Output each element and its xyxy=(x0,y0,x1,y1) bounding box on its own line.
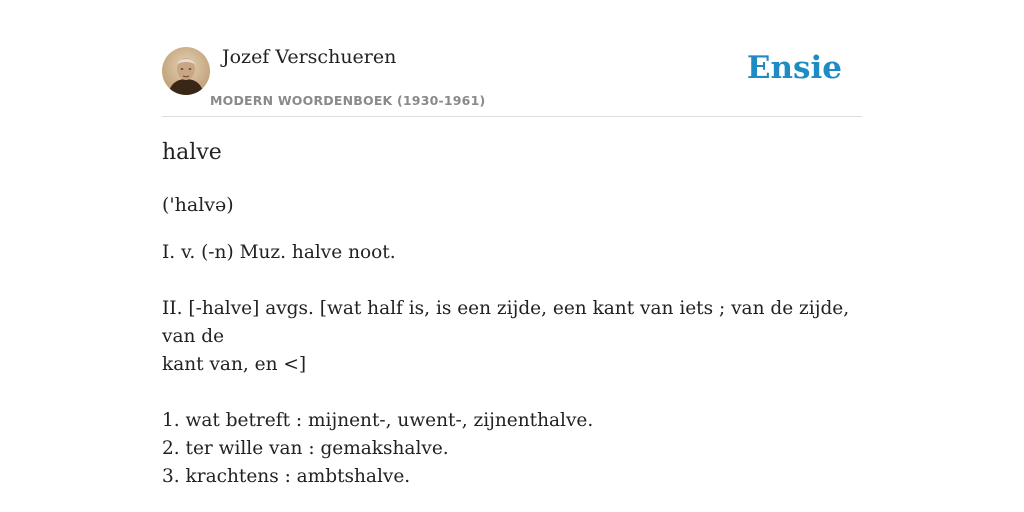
author-avatar[interactable] xyxy=(162,47,210,95)
sense-two-line-2: kant van, en <] xyxy=(162,354,307,375)
sense-two-line-1: II. [-halve] avgs. [wat half is, is een zijde, een kant van iets ; van de zijde, van de xyxy=(162,298,850,347)
entry-card xyxy=(162,0,862,487)
list-item: 2. ter wille van : gemakshalve. xyxy=(162,438,449,459)
entry-definition xyxy=(162,239,862,491)
sense-one: I. v. (-n) Muz. halve noot. xyxy=(162,242,396,263)
ensie-logo[interactable]: Ensie xyxy=(746,50,842,86)
entry-pronunciation: ('halvə) xyxy=(162,194,234,216)
entry-header xyxy=(162,0,862,117)
author-name[interactable]: Jozef Verschueren xyxy=(222,46,397,68)
portrait-image xyxy=(162,47,210,95)
list-item: 3. krachtens : ambtshalve. xyxy=(162,466,411,487)
list-item: 1. wat betreft : mijnent-, uwent-, zijnenthalve. xyxy=(162,410,594,431)
source-label[interactable]: MODERN WOORDENBOEK (1930-1961) xyxy=(210,93,486,108)
entry-term: halve xyxy=(162,140,222,165)
